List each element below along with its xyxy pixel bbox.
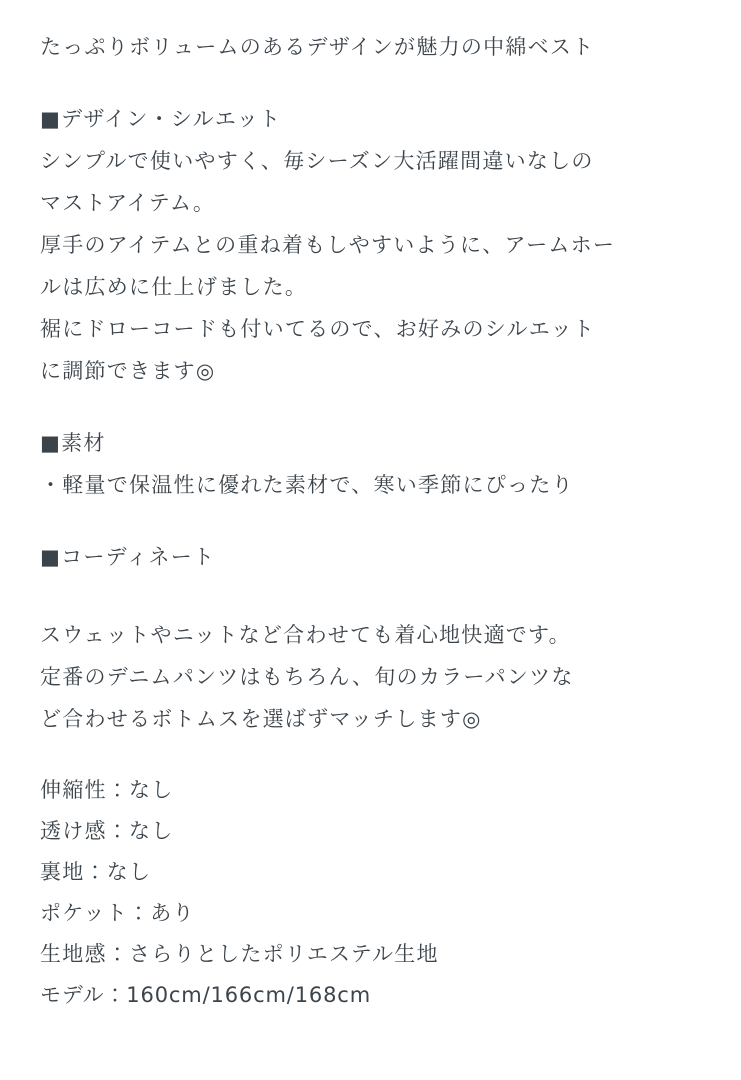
spec-item-sheerness: 透け感：なし — [40, 819, 174, 843]
spec-item-fabric-feel: 生地感：さらりとしたポリエステル生地 — [40, 942, 439, 966]
section-coordinate-line-1: スウェットやニットなど合わせても着心地快適です。 — [40, 623, 571, 647]
spec-item-lining: 裏地：なし — [40, 860, 152, 884]
section-design-line-1: シンプルで使いやすく、毎シーズン大活躍間違いなしの — [40, 149, 594, 173]
spacer — [40, 740, 701, 770]
section-material-line-1: ・軽量で保温性に優れた素材で、寒い季節にぴったり — [40, 473, 574, 497]
section-design-line-6: に調節できます◎ — [40, 359, 216, 383]
intro-paragraph — [40, 26, 701, 68]
section-coordinate-heading: ■コーディネート — [40, 545, 216, 569]
spec-item-model: モデル：160cm/166cm/168cm — [40, 983, 371, 1007]
spec-item-pocket: ポケット：あり — [40, 901, 195, 925]
spec-list — [40, 770, 701, 1016]
section-material-heading: ■素材 — [40, 431, 106, 455]
section-coordinate-line-3: ど合わせるボトムスを選ばずマッチします◎ — [40, 707, 482, 731]
spacer — [40, 392, 701, 422]
section-design — [40, 98, 701, 392]
section-design-line-4: ルは広めに仕上げました。 — [40, 275, 308, 299]
section-design-line-2: マストアイテム。 — [40, 191, 216, 215]
section-design-line-5: 裾にドローコードも付いてるので、お好みのシルエット — [40, 317, 596, 341]
intro-line: たっぷりボリュームのあるデザインが魅力の中綿ベスト — [40, 35, 595, 59]
section-material — [40, 422, 701, 506]
section-design-heading: ■デザイン・シルエット — [40, 107, 282, 131]
spec-item-stretch: 伸縮性：なし — [40, 778, 174, 802]
section-coordinate-line-2: 定番のデニムパンツはもちろん、旬のカラーパンツな — [40, 665, 574, 689]
spacer — [40, 578, 701, 614]
section-design-line-3: 厚手のアイテムとの重ね着もしやすいように、アームホー — [40, 233, 616, 257]
spacer — [40, 68, 701, 98]
section-coordinate — [40, 536, 701, 740]
spacer — [40, 506, 701, 536]
